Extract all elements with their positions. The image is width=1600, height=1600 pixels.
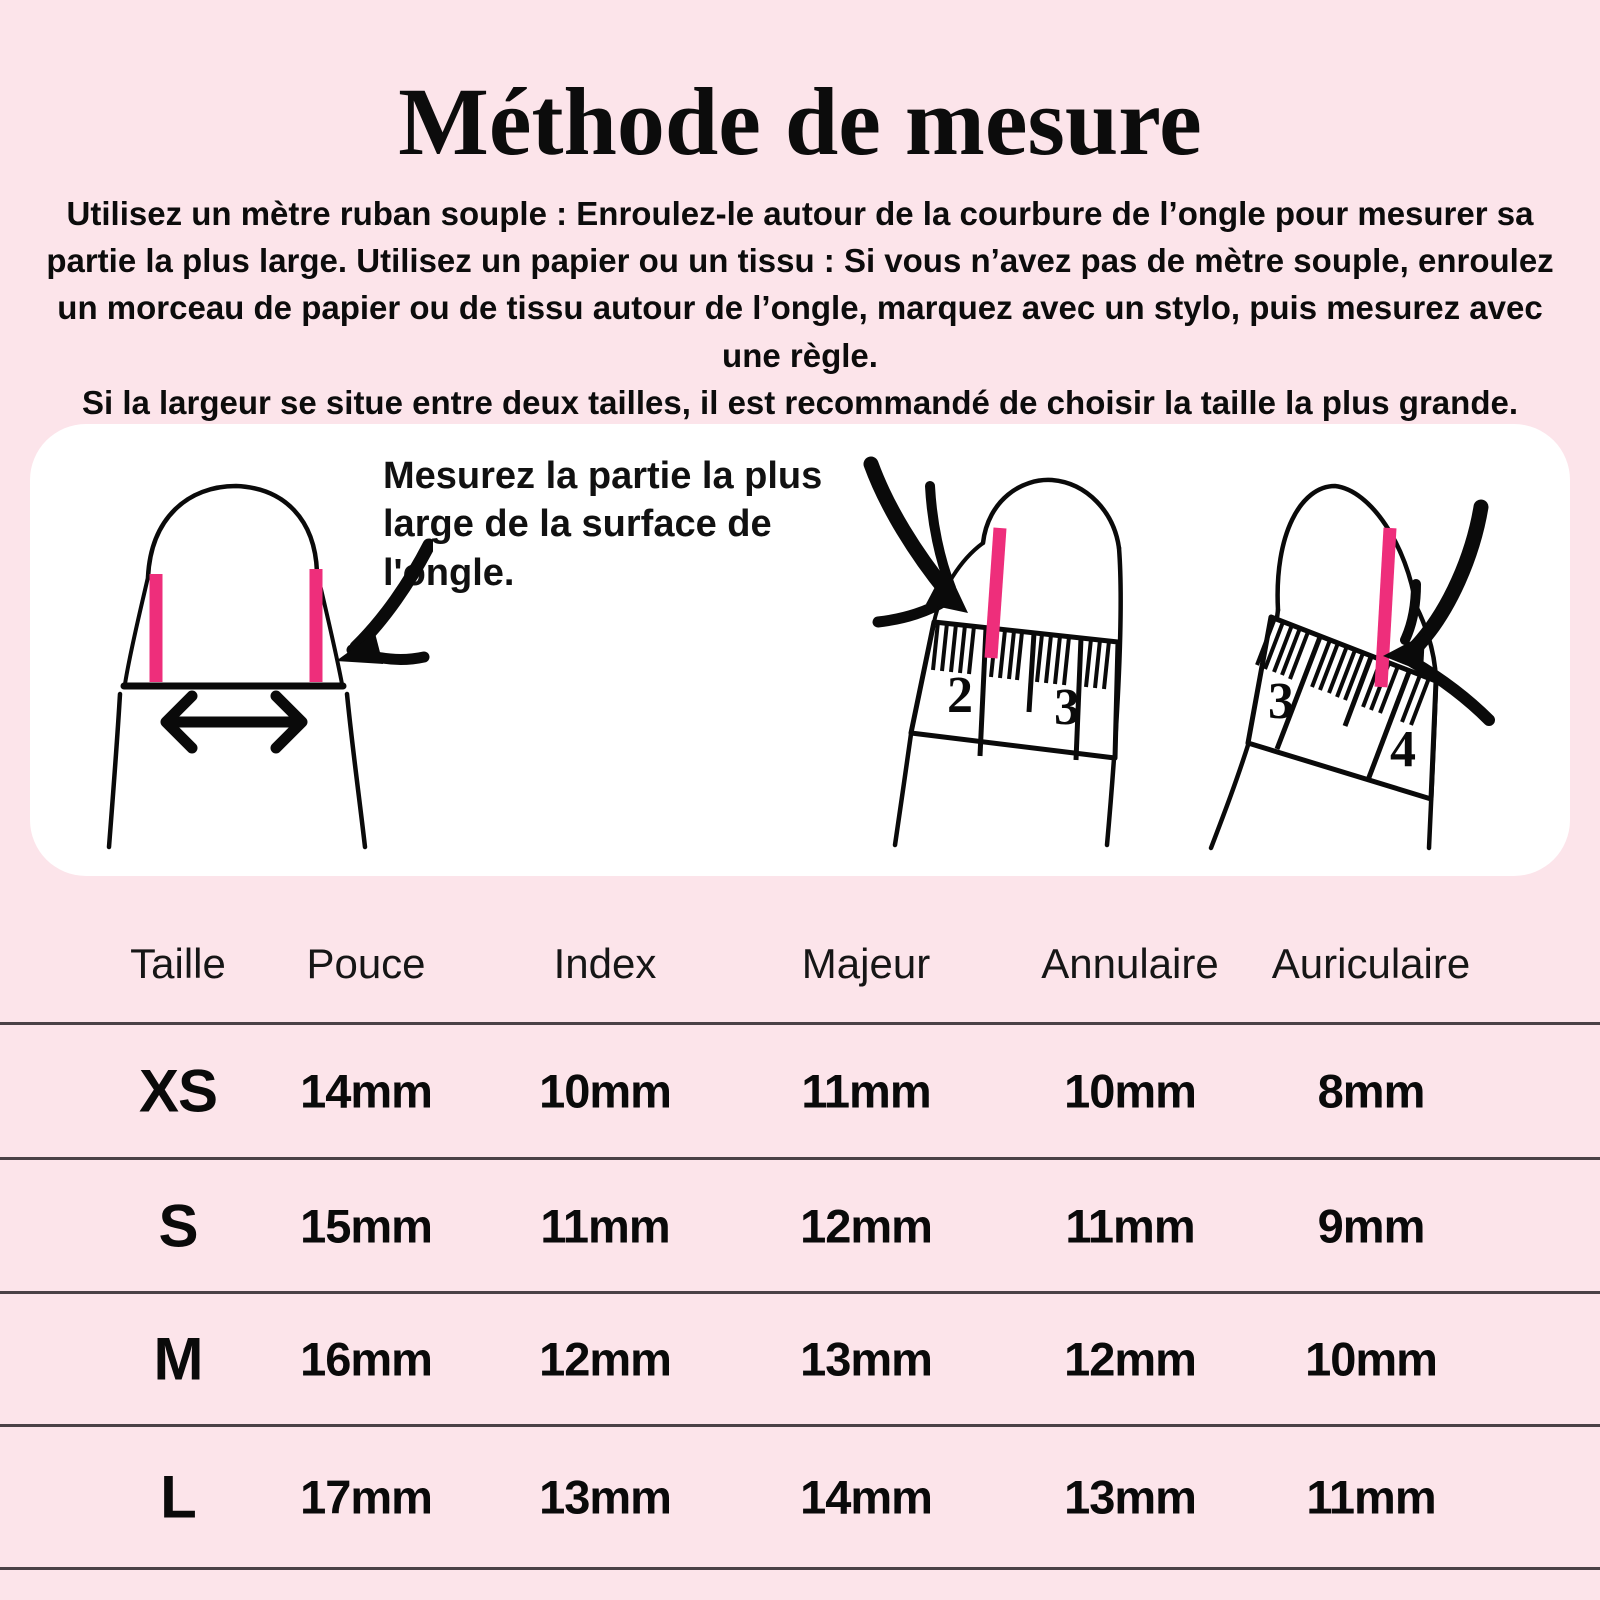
table-row-m [0,1294,1600,1424]
nail-width-diagram-icon [88,450,433,870]
column-header-auriculaire: Auriculaire [1271,939,1471,987]
table-cell: 8mm [1317,1064,1425,1118]
table-cell: 17mm [300,1470,432,1524]
table-cell: 14mm [300,1064,432,1118]
table-cell: 9mm [1317,1199,1425,1252]
column-header-taille: Taille [130,939,226,987]
column-header-majeur: Majeur [801,939,931,987]
table-cell: 15mm [300,1199,432,1252]
table-cell: 11mm [801,1064,931,1118]
diagram-annotation-line2: large de la surface de l'ongle. [383,503,772,594]
ruler1-right-number: 3 [1054,679,1080,736]
nail-width-marker-line [1381,528,1390,687]
table-cell: 16mm [300,1332,432,1386]
size-label: L [160,1463,196,1531]
column-header-pouce: Pouce [306,939,426,987]
ruler2-right-number: 4 [1390,721,1416,778]
table-row-l [0,1427,1600,1567]
table-cell: 14mm [800,1470,932,1524]
table-cell: 11mm [1065,1199,1195,1252]
size-label: XS [138,1057,218,1125]
diagram-annotation-line1: Mesurez la partie la plus [383,455,823,497]
ruler1-left-number: 2 [947,667,973,724]
table-cell: 10mm [1064,1064,1196,1118]
table-cell: 13mm [1064,1470,1196,1524]
pointer-arrow-icon [871,464,968,622]
table-cell: 10mm [539,1064,671,1118]
table-cell: 12mm [1064,1332,1196,1386]
size-label: M [153,1325,203,1393]
table-cell: 12mm [539,1332,671,1386]
nail-width-marker-lines [156,569,316,682]
instructions-text [30,190,1570,426]
pointer-arrow-icon [336,545,429,664]
table-cell: 11mm [1306,1470,1436,1524]
table-row-s [0,1160,1600,1291]
ruler-measure-diagram-2-icon [1185,450,1515,870]
instructions-note: Si la largeur se situe entre deux tailles, il est recommandé de choisir la taille la plus grande. [81,383,1519,421]
page-title: Méthode de mesure [398,68,1202,175]
table-cell: 13mm [800,1332,932,1386]
table-cell: 11mm [540,1199,670,1252]
diagram-annotation [383,452,853,597]
instructions-body: Utilisez un mètre ruban souple : Enroulez-le autour de la courbure de l’ongle pour mesurer sa partie la plus large. Utilisez un papier ou un tissu : Si vous n’avez pas de mètre souple, enroulez un morceau de papier ou de tissu autour de l’ongle, marquez avec un stylo, puis mesurez avec une règle. [46,195,1554,374]
column-header-index: Index [553,939,657,987]
table-row-xs [0,1025,1600,1157]
ruler-measure-diagram-1-icon [830,450,1160,850]
table-cell: 12mm [800,1199,932,1252]
table-header-row [0,905,1600,1022]
column-header-annulaire: Annulaire [1041,939,1219,987]
table-divider-line [0,1567,1600,1570]
table-cell: 13mm [539,1470,671,1524]
table-cell: 10mm [1305,1332,1437,1386]
double-arrow-icon [166,696,302,748]
ruler2-left-number: 3 [1268,673,1294,730]
size-label: S [158,1192,198,1259]
nail-width-marker-line [991,528,1000,658]
